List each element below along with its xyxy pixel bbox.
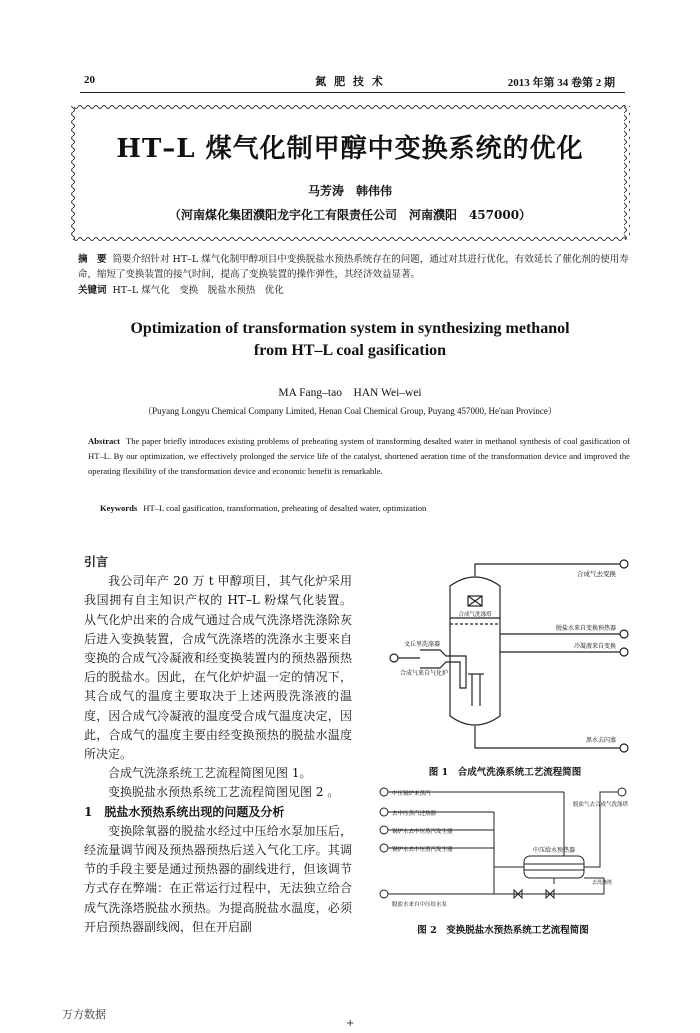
title-en-line1: Optimization of transformation system in synthesizing methanol (130, 320, 570, 337)
fig1-label-black-water: 黑水去闪蒸 (585, 737, 616, 744)
abstract-en (88, 434, 630, 479)
footer-mark: + (346, 1018, 355, 1029)
fig1-label-gas-in: 合成气来自气化炉 (400, 670, 449, 677)
fig2-label-boiler: 锅炉水去中压蒸汽发生器 (392, 829, 453, 835)
fig2-label-to-tower: 去洗涤塔 (591, 880, 612, 886)
paper-title-cn: HT–L 煤气化制甲醇中变换系统的优化 (116, 134, 584, 164)
fig1-label-gas-out: 合成气去变换 (577, 570, 616, 578)
venturi-scrubber (420, 650, 466, 688)
figure1-caption: 图 1 合成气洗涤系统工艺流程简图 (428, 767, 582, 778)
fig1-label-tower: 合成气洗涤塔 (458, 612, 492, 618)
body-column (84, 553, 352, 937)
watermark: 万方数据 (62, 1008, 106, 1021)
paper-title-en (70, 318, 630, 362)
keywords-cn-label: 关键词 (78, 285, 107, 296)
intro-heading: 引言 (84, 555, 109, 569)
authors-en: MA Fang–tao HAN Wei–wei (278, 387, 422, 399)
abstract-cn-text: 简要介绍针对 HT–L 煤气化制甲醇项目中变换脱盐水预热系统存在的问题，通过对其进行优化，有效延长了催化剂的使用寿命，缩短了变换装置的接气时间，提高了变换装置的操作弹性，其经济效益显著。 (78, 254, 629, 280)
body-paragraph-3: 变换脱盐水预热系统工艺流程简图见图 2 。 (108, 785, 340, 800)
page-number: 20 (84, 74, 95, 86)
journal-name: 氮 肥 技 术 (315, 75, 385, 88)
fig2-label-steam: 中压锅炉来蒸汽 (392, 791, 431, 797)
abstract-cn-label: 摘 要 (78, 254, 107, 265)
abstract-cn (78, 252, 630, 282)
header-rule (80, 92, 625, 93)
figure2-caption: 图 2 变换脱盐水预热系统工艺流程简图 (417, 925, 589, 936)
fig2-label-boiler2: 锅炉水去中压蒸汽发生器 (392, 847, 453, 853)
wash-tower (450, 577, 500, 725)
fig1-label-desalt: 脱盐水来自变换预热器 (555, 625, 616, 632)
keywords-en-label: Keywords (100, 503, 138, 513)
authors-cn: 马芳涛 韩伟伟 (307, 184, 392, 198)
affiliation-cn: （河南煤化集团濮阳龙宇化工有限责任公司 河南濮阳 457000） (168, 208, 532, 222)
abstract-en-text: The paper briefly introduces existing problems of preheating system of transforming desalted water in methanol synthesis of coal gasification of HT–L. By our optimization, we effectively prolonged the service life of the catalyst, shortened aeration time of the transformation device and improved the operating flexibility of the transformation device and economic benefit is remarkable. (88, 436, 630, 476)
keywords-en-text: HT–L coal gasification, transformation, preheating of desalted water, optimization (143, 503, 427, 513)
fig2-label-desuper: 去中压蒸汽过热器 (392, 811, 437, 817)
feedwater-preheater (524, 856, 584, 878)
body-paragraph-2: 合成气洗涤系统工艺流程简图见图 1。 (108, 766, 312, 781)
keywords-en (100, 503, 630, 513)
fig2-label-preheater: 中压给水预热器 (532, 847, 576, 854)
fig2-label-inlet: 脱盐水来自中压给水泵 (392, 902, 448, 908)
figure1-diagram (380, 556, 630, 756)
body-paragraph-1: 我公司年产 20 万 t 甲醇项目，其气化炉采用我国拥有自主知识产权的 HT–L 粉煤气化装置。从气化炉出来的合成气通过合成气洗涤塔洗涤除灰后进入变换装置，合成气洗涤塔的洗涤水主要来自变换的合成气冷凝液和经变换装置内的预热器预热后的脱盐水。因此，在气化炉炉温一定的情况下，其合成气的温度主要取决于上述两股洗涤液的温度，因合成气冷凝液的温度受合成气温度决定，因此，合成气的温度主要由经变换预热的脱盐水温度所决定。 (84, 574, 352, 762)
figure2-diagram (374, 784, 632, 914)
fig2-label-outlet: 脱盐气去合成气洗涤塔 (572, 802, 628, 808)
body-paragraph-4: 变换除氧器的脱盐水经过中压给水泵加压后，经流量调节阀及预热器预热后送入气化工序。其调节的手段主要是通过预热器的副线进行，但该调节方式存在弊端：在正常运行过程中，无法独立给合成气洗涤塔脱盐水预热。为提高脱盐水温度，必须开启预热器副线阀，但在开启副 (84, 823, 352, 934)
abstract-en-label: Abstract (88, 436, 120, 446)
keywords-cn (78, 283, 630, 298)
journal-issue: 2013 年第 34 卷第 2 期 (507, 77, 615, 89)
affiliation-en: （Puyang Longyu Chemical Company Limited, Henan Coal Chemical Group, Puyang 457000, He'nan Province） (143, 406, 557, 416)
keywords-cn-text: HT–L 煤气化 变换 脱盐水预热 优化 (112, 285, 284, 296)
fig1-label-condensate: 冷凝液来自变换 (573, 643, 616, 650)
section1-heading: 1 脱盐水预热系统出现的问题及分析 (84, 804, 285, 819)
title-en-line2: from HT–L coal gasification (253, 342, 447, 359)
fig1-label-filter: 文丘里洗涤器 (404, 641, 441, 648)
